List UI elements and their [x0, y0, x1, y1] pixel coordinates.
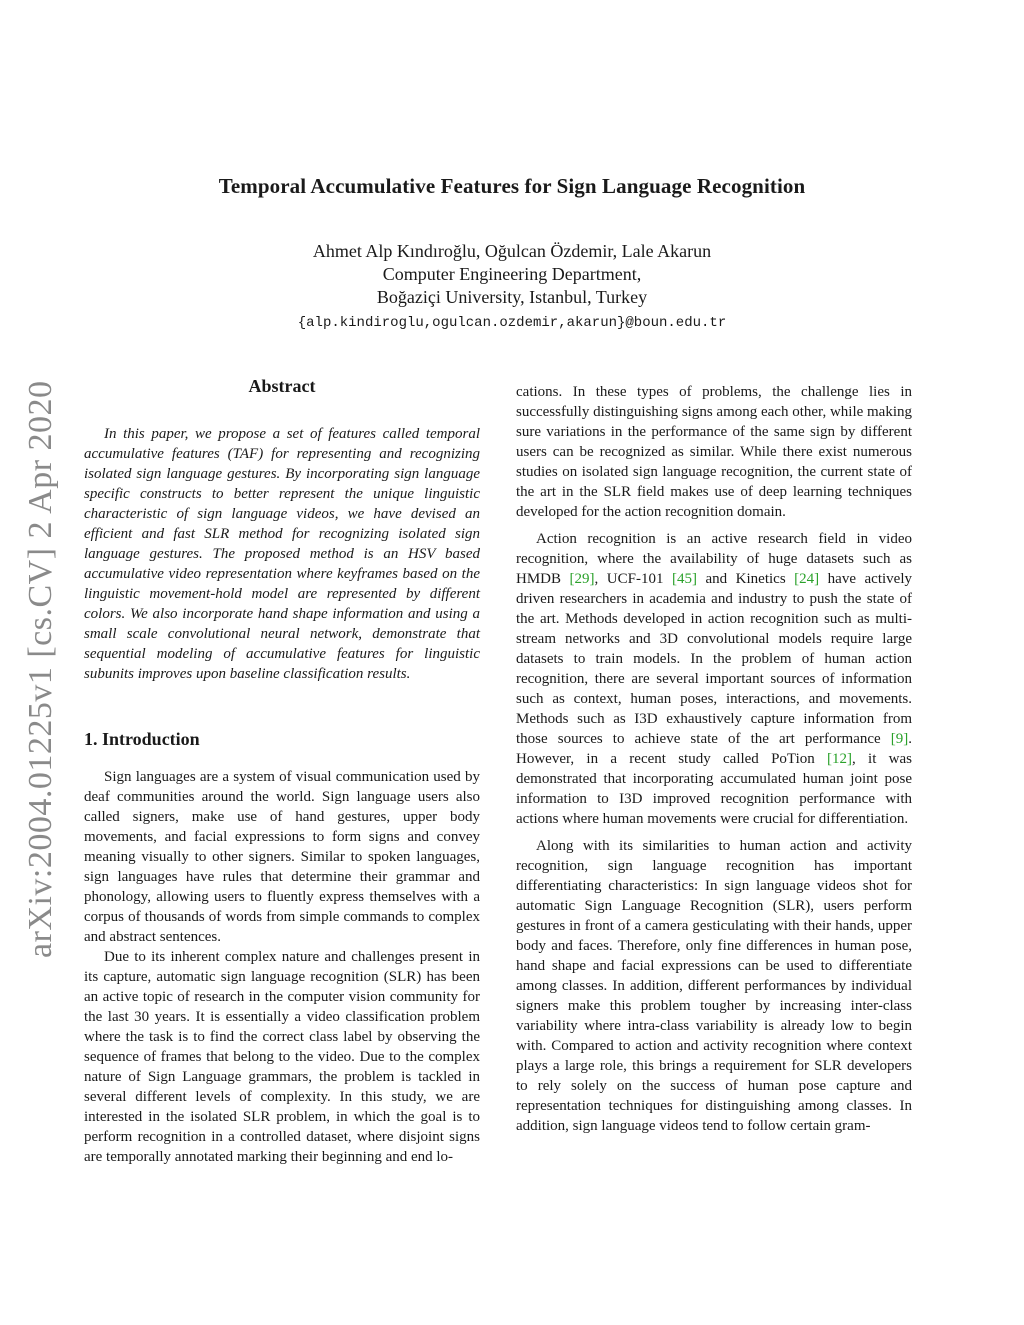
right-column — [516, 382, 912, 1143]
affiliation-university: Boğaziçi University, Istanbul, Turkey — [376, 287, 648, 307]
citation-link-24[interactable]: [24] — [794, 571, 820, 587]
abstract-text: In this paper, we propose a set of features called temporal accumulative features (TAF) for representing and recognizing isolated sign language gestures. By incorporating sign language specific constructs to better represent the unique linguistic characteristic of sign language videos, we have devised an efficient and fast SLR method for recognizing isolated sign language gestures. The proposed method is an HSV based accumulative video representation where keyframes based on the linguistic movement-hold model are represented by different colors. We also incorporate hand shape information and using a small scale convolutional neural network, demonstrate that sequential modeling of accumulative features for linguistic subunits improves upon baseline classification results. — [84, 426, 480, 682]
author-emails: {alp.kindiroglu,ogulcan.ozdemir,akarun}@boun.edu.tr — [297, 315, 727, 331]
text-segment: . However, in a recent study called PoTion — [516, 731, 912, 767]
citation-link-29[interactable]: [29] — [569, 571, 595, 587]
intro-paragraph-5: Along with its similarities to human action and activity recognition, sign language recognition has important differentiating characteristics: In sign language videos shot for automatic Sign Language Recognition (SLR), users perform gestures in front of a camera gesticulating with their hands, upper body and faces. Therefore, only fine differences in human pose, hand shape and facial expressions can be used to differentiate among classes. In addition, different performances by individual signers make this problem tougher by increasing inter-class variability where intra-class variability is already low to begin with. Compared to action and activity recognition where context plays a large role, this brings a requirement for SLR developers to rely solely on the success of human pose capture and representation techniques for distinguishing among classes. In addition, sign language videos tend to follow certain gram- — [516, 838, 912, 1134]
abstract-heading: Abstract — [248, 376, 316, 396]
arxiv-stamp — [22, 360, 62, 960]
text-segment: have actively driven researchers in academia and industry to push the state of the art. Methods developed in action recognition such as multi-stream networks and 3D convolutional models require large datasets to train models. In the problem of human action recognition, there are several important sources of information such as context, human poses, interactions, and movements. Methods such as I3D exhaustively capture information from those sources to achieve state of the art performance — [516, 571, 912, 747]
intro-paragraph-1: Sign languages are a system of visual communication used by deaf communities around the world. Sign language users also called signers, make use of hand gestures, upper body movements, and facial expressions to form signs and convey meaning visually to other signers. Similar to spoken languages, sign languages have rules that determine their grammar and phonology, allowing users to fluently express themselves with a corpus of thousands of words from simple commands to complex and abstract sentences. — [84, 769, 480, 945]
author-names: Ahmet Alp Kındıroğlu, Oğulcan Özdemir, Lale Akarun — [312, 241, 712, 261]
author-block — [0, 240, 1024, 309]
section-heading-introduction: 1. Introduction — [84, 729, 200, 749]
intro-paragraph-2: Due to its inherent complex nature and challenges present in its capture, automatic sign language recognition (SLR) has been an active topic of research in the computer vision community for the last 30 years. It is essentially a video classification problem where the task is to find the correct class label by observing the sequence of frames that belong to the video. Due to the complex nature of Sign Language grammars, the problem is tackled in several different levels of complexity. In this study, we are interested in the isolated SLR problem, in which the goal is to perform recognition in a controlled dataset, where disjoint signs are temporally annotated marking their beginning and end lo- — [84, 949, 480, 1165]
text-segment: Action recognition is an active research field in video recognition, where the availability of huge datasets such as HMDB — [516, 531, 912, 587]
citation-link-9[interactable]: [9] — [890, 731, 909, 747]
intro-paragraph-3: cations. In these types of problems, the challenge lies in successfully distinguishing signs among each other, while making sure variations in the performance of the same sign by different users can be recognized as similar. While there exist numerous studies on isolated sign language recognition, the current state of the art in the SLR field makes use of deep learning techniques developed for the action recognition domain. — [516, 384, 913, 520]
text-segment: , it was demonstrated that incorporating accumulated human joint pose information to I3D improved recognition performance with actions where human movements were crucial for differentiation. — [516, 751, 912, 827]
citation-link-12[interactable]: [12] — [827, 751, 853, 767]
paper-title: Temporal Accumulative Features for Sign Language Recognition — [218, 174, 806, 198]
text-segment: and Kinetics — [696, 571, 795, 587]
intro-paragraph-4 — [516, 529, 912, 829]
affiliation-department: Computer Engineering Department, — [382, 264, 642, 284]
citation-link-45[interactable]: [45] — [671, 571, 697, 587]
arxiv-stamp-text: arXiv:2004.01225v1 [cs.CV] 2 Apr 2020 — [22, 380, 59, 958]
text-segment: , UCF-101 — [594, 571, 672, 587]
left-column — [84, 376, 480, 1167]
